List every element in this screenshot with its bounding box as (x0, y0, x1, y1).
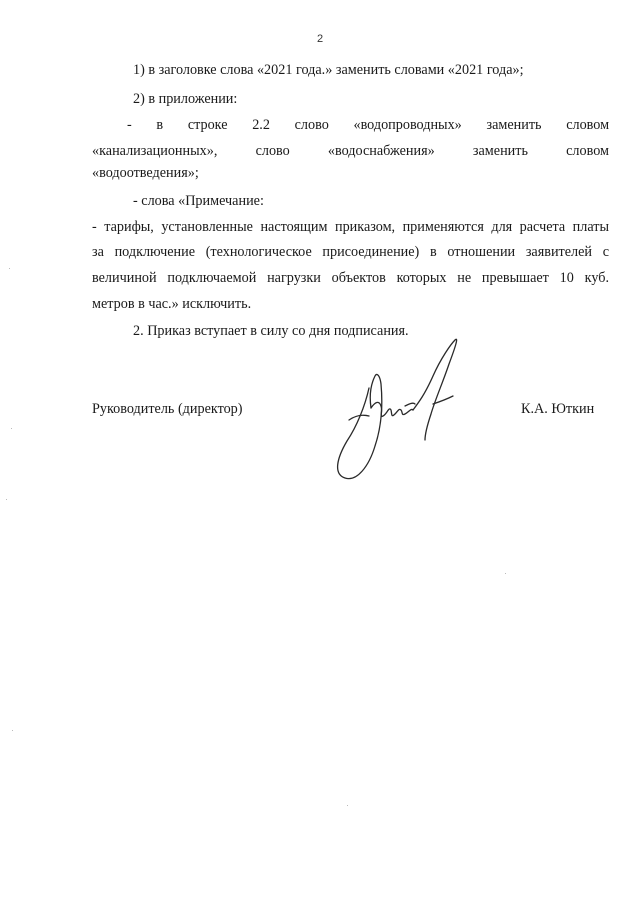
word: «водопроводных» (353, 117, 462, 133)
word: заменить (486, 117, 542, 133)
scan-speck (347, 805, 348, 806)
word: «водоснабжения» (327, 143, 435, 159)
page-number: 2 (316, 33, 324, 45)
word: строке (187, 117, 228, 133)
scan-speck (12, 730, 13, 731)
paragraph-body-line-2: за подключение (технологическое присоединение) в отношении заявителей с (92, 244, 609, 260)
scan-speck (11, 428, 12, 429)
paragraph-item-3-line-1 (127, 117, 609, 134)
signatory-title: Руководитель (директор) (92, 401, 243, 417)
word: заменить (472, 143, 528, 159)
word: 2.2 (252, 117, 270, 133)
paragraph-item-1: 1) в заголовке слова «2021 года.» заменить словами «2021 года»; (133, 62, 524, 78)
paragraph-body-line-3: величиной подключаемой нагрузки объектов которых не превышает 10 куб. (92, 270, 609, 286)
paragraph-item-3-line-3: «водоотведения»; (92, 165, 199, 181)
paragraph-item-3-line-2 (92, 143, 609, 160)
paragraph-item-5: 2. Приказ вступает в силу со дня подписания. (133, 323, 409, 339)
paragraph-item-4: - слова «Примечание: (133, 193, 264, 209)
scan-speck (505, 573, 506, 574)
signatory-name: К.А. Юткин (521, 401, 595, 417)
scan-speck (6, 499, 7, 500)
word: в (156, 117, 164, 133)
paragraph-body-line-1: - тарифы, установленные настоящим приказом, применяются для расчета платы (92, 219, 609, 235)
word: «канализационных», (92, 143, 218, 159)
word: словом (566, 143, 609, 159)
paragraph-body-line-4: метров в час.» исключить. (92, 296, 252, 312)
word: словом (566, 117, 610, 133)
scan-speck (9, 268, 10, 269)
handwritten-signature (325, 336, 475, 486)
word: - (127, 117, 132, 133)
paragraph-item-2: 2) в приложении: (133, 91, 238, 107)
word: слово (255, 143, 290, 159)
word: слово (294, 117, 329, 133)
